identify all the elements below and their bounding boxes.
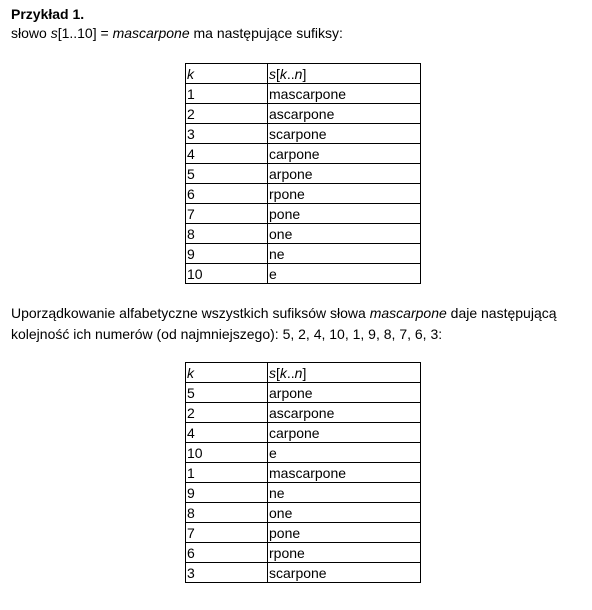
cell-k: 2 <box>186 403 268 423</box>
table-header-row <box>186 64 421 84</box>
cell-k: 9 <box>186 483 268 503</box>
intro-range: [1..10] = <box>57 25 113 41</box>
cell-suffix: one <box>268 503 421 523</box>
cell-k: 7 <box>186 523 268 543</box>
cell-suffix: pone <box>268 523 421 543</box>
cell-k: 2 <box>186 104 268 124</box>
cell-k: 8 <box>186 503 268 523</box>
cell-suffix: scarpone <box>268 563 421 583</box>
cell-suffix: e <box>268 443 421 463</box>
intro-text-start: słowo <box>11 25 51 41</box>
cell-k: 5 <box>186 383 268 403</box>
cell-suffix: ascarpone <box>268 104 421 124</box>
table-row <box>186 144 421 164</box>
cell-k: 6 <box>186 543 268 563</box>
paragraph-text-start: Uporządkowanie alfabetyczne wszystkich sufiksów słowa <box>11 305 370 321</box>
header-k: k <box>186 363 268 383</box>
intro-line <box>11 25 343 42</box>
table-row <box>186 104 421 124</box>
table-row <box>186 443 421 463</box>
cell-suffix: carpone <box>268 144 421 164</box>
sorted-order-paragraph <box>11 303 586 345</box>
table-row <box>186 84 421 104</box>
cell-k: 9 <box>186 244 268 264</box>
sorted-suffix-table <box>185 362 421 583</box>
table-row <box>186 383 421 403</box>
table-row <box>186 124 421 144</box>
table-row <box>186 423 421 443</box>
cell-suffix: mascarpone <box>268 463 421 483</box>
intro-s-symbol: s <box>50 25 58 41</box>
cell-suffix: e <box>268 264 421 284</box>
cell-k: 10 <box>186 443 268 463</box>
cell-k: 1 <box>186 463 268 483</box>
example-heading: Przykład 1. <box>11 6 85 22</box>
cell-k: 10 <box>186 264 268 284</box>
cell-k: 7 <box>186 204 268 224</box>
cell-suffix: ascarpone <box>268 403 421 423</box>
header-suffix: s[k..n] <box>268 363 421 383</box>
table-row <box>186 164 421 184</box>
cell-suffix: one <box>268 224 421 244</box>
suffix-table <box>185 63 421 284</box>
cell-k: 4 <box>186 144 268 164</box>
cell-suffix: mascarpone <box>268 84 421 104</box>
cell-suffix: ne <box>268 244 421 264</box>
sorted-suffix-table-body <box>186 363 421 583</box>
cell-suffix: scarpone <box>268 124 421 144</box>
cell-k: 1 <box>186 84 268 104</box>
table-row <box>186 264 421 284</box>
table-row <box>186 184 421 204</box>
intro-text-end: ma następujące sufiksy: <box>189 25 343 41</box>
cell-suffix: rpone <box>268 184 421 204</box>
table-row <box>186 463 421 483</box>
table-row <box>186 523 421 543</box>
paragraph-text-end: daje następującą kolejność ich numerów (od najmniejszego): 5, 2, 4, 10, 1, 9, 8, 7, 6, 3: <box>11 305 557 342</box>
table-header-row <box>186 363 421 383</box>
paragraph-word: mascarpone <box>369 305 447 321</box>
cell-suffix: pone <box>268 204 421 224</box>
cell-k: 4 <box>186 423 268 443</box>
table-row <box>186 563 421 583</box>
table-row <box>186 403 421 423</box>
header-suffix: s[k..n] <box>268 64 421 84</box>
suffix-table-body <box>186 64 421 284</box>
table-row <box>186 224 421 244</box>
header-k: k <box>186 64 268 84</box>
cell-k: 8 <box>186 224 268 244</box>
cell-k: 3 <box>186 124 268 144</box>
cell-suffix: ne <box>268 483 421 503</box>
table-row <box>186 543 421 563</box>
table-row <box>186 244 421 264</box>
cell-suffix: rpone <box>268 543 421 563</box>
cell-k: 6 <box>186 184 268 204</box>
table-row <box>186 204 421 224</box>
cell-k: 5 <box>186 164 268 184</box>
intro-word: mascarpone <box>112 25 190 41</box>
cell-suffix: arpone <box>268 164 421 184</box>
cell-k: 3 <box>186 563 268 583</box>
cell-suffix: arpone <box>268 383 421 403</box>
table-row <box>186 483 421 503</box>
table-row <box>186 503 421 523</box>
cell-suffix: carpone <box>268 423 421 443</box>
